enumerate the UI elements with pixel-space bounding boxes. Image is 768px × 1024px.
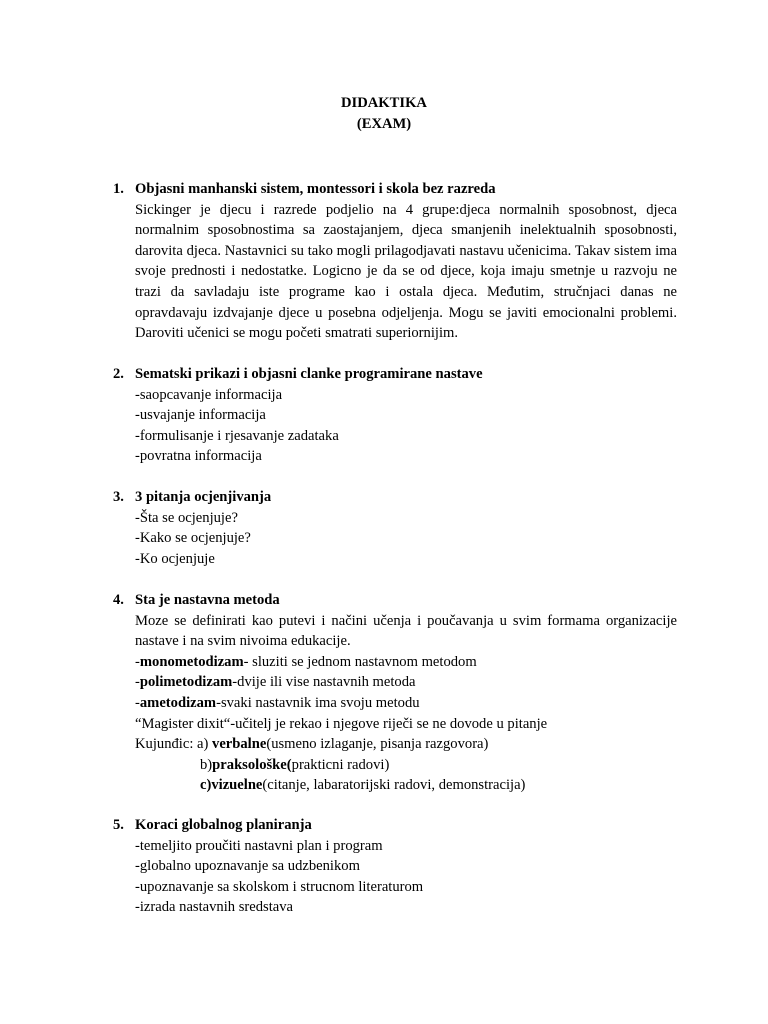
list-item: -Ko ocjenjuje <box>135 550 215 567</box>
term-line: -ametodizam-svaki nastavnik ima svoju metodu <box>135 694 420 711</box>
section-2 <box>113 364 677 467</box>
list-item: -Šta se ocjenjuje? <box>135 509 238 526</box>
section-heading: Koraci globalnog planiranja <box>135 817 312 833</box>
list-item: -globalno upoznavanje sa udzbenikom <box>135 858 360 875</box>
document-title: DIDAKTIKA <box>341 95 427 111</box>
section-number: 3. <box>113 489 124 505</box>
list-item: -formulisanje i rjesavanje zadataka <box>135 427 339 444</box>
section-heading: Objasni manhanski sistem, montessori i skola bez razreda <box>135 181 496 197</box>
section-number: 5. <box>113 817 124 833</box>
term: ametodizam <box>139 694 217 711</box>
list-item: -saopcavanje informacija <box>135 386 283 403</box>
section-paragraph: Sickinger je djecu i razrede podjelio na 4 grupe:djeca normalnih sposobnost, djeca normalnim sposobnostima sa zaostajanjem, djeca smanjenih inelektualnih sposobnosti, darovita djeca. Nastavnici su tako mogli prilagodjavati nastavu učenicima. Takav sistem ima svoje prednosti i nedostatke. Logicno je da se od djece, koja imaju smetnje u razvoju ne trazi da savladaju iste programe kao i ostala djeca. Međutim, stručnjaci danas ne opravdavaju izdvajanje djece u posebna odjeljenja. Mogu se javiti emocionalni problemi. Daroviti učenici se mogu početi smatrati superiornijim. <box>135 201 677 342</box>
section-4 <box>113 590 677 796</box>
term: monometodizam <box>139 653 244 670</box>
term: c)vizuelne <box>200 777 263 794</box>
term-line: -monometodizam- sluziti se jednom nastavnom metodom <box>135 653 477 670</box>
list-item: -izrada nastavnih sredstava <box>135 899 294 916</box>
term: praksološke( <box>212 756 292 773</box>
section-number: 4. <box>113 592 124 608</box>
quote-line: “Magister dixit“-učitelj je rekao i njegove riječi se ne dovode u pitanje <box>135 715 548 732</box>
list-item: -upoznavanje sa skolskom i strucnom literaturom <box>135 878 424 895</box>
kujundzic-line-c: c)vizuelne(citanje, labaratorijski radovi, demonstracija) <box>200 777 526 794</box>
section-heading: Sta je nastavna metoda <box>135 592 280 608</box>
document-subtitle: (EXAM) <box>356 115 412 132</box>
term-line: -polimetodizam-dvije ili vise nastavnih metoda <box>135 674 416 691</box>
list-item: -temeljito proučiti nastavni plan i program <box>135 837 383 854</box>
kujundzic-line-b: b)praksološke(prakticni radovi) <box>200 756 390 773</box>
term: polimetodizam <box>139 674 233 691</box>
section-paragraph: Moze se definirati kao putevi i načini učenja i poučavanja u svim formama organizacije nastave i na svim nivoima edukacije. <box>135 612 677 650</box>
list-item: -Kako se ocjenjuje? <box>135 530 251 547</box>
term: verbalne <box>212 736 267 753</box>
section-5 <box>113 815 677 918</box>
section-heading: Sematski prikazi i objasni clanke programirane nastave <box>135 366 483 382</box>
list-item: -usvajanje informacija <box>135 407 266 424</box>
section-1 <box>113 179 677 344</box>
section-number: 1. <box>113 181 124 197</box>
title-block <box>0 93 768 134</box>
section-number: 2. <box>113 366 124 382</box>
list-item: -povratna informacija <box>135 448 262 465</box>
kujundzic-line-a: Kujunđic: a) verbalne(usmeno izlaganje, pisanja razgovora) <box>135 736 489 753</box>
section-heading: 3 pitanja ocjenjivanja <box>135 489 272 505</box>
section-3 <box>113 487 677 569</box>
